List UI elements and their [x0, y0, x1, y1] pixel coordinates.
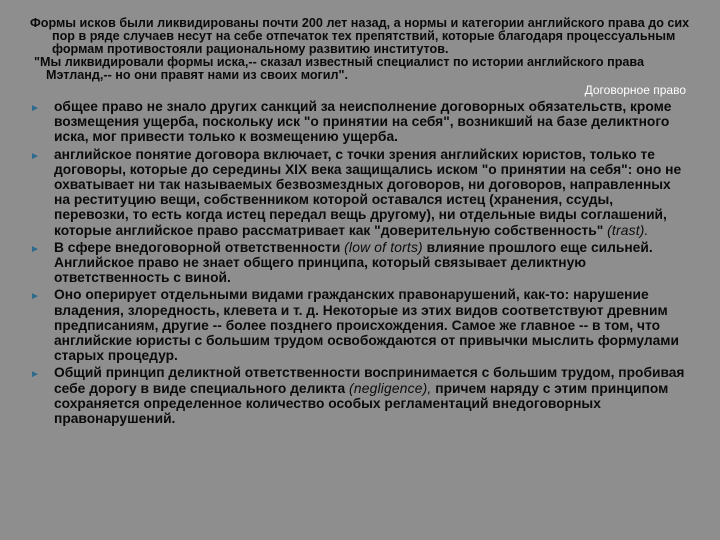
- triangle-bullet-icon: ►: [30, 291, 40, 303]
- triangle-bullet-icon: ►: [30, 243, 40, 255]
- point-text: Оно оперирует отдельными видами гражданских правонарушений, как-то: нарушение владения, злоредность, клевета и т. д. Некоторые из этих видов соответствуют древним предписаниям, другие -- более позднего происхождения. Самое же главное -- в том, что английские юристы с большим трудом освобождаются от привычки мыслить формулами старых процедур.: [54, 287, 679, 364]
- maitland-quote: "Мы ликвидировали формы иска,-- сказал известный специалист по истории английского права Мэтланд,-- но они правят нами из своих могил".: [34, 55, 644, 82]
- point-text-after: влияние прошлого еще сильней. Английское право не знает общего принципа, который связывает деликтную ответственность с виной.: [54, 239, 653, 286]
- list-item: [30, 365, 690, 426]
- list-item: [30, 240, 690, 286]
- triangle-bullet-icon: ►: [30, 369, 40, 381]
- triangle-bullet-icon: ►: [30, 103, 40, 114]
- latin-term: (low of torts): [344, 239, 423, 255]
- list-item: [30, 99, 690, 145]
- intro-paragraph: Формы исков были ликвидированы почти 200 лет назад, а нормы и категории английского права до сих пор в ряде случаев несут на себе отпечаток тех препятствий, которые благодаря процессуальным формам противостояли рациональному развитию институтов.: [30, 16, 690, 56]
- point-text: В сфере внедоговорной ответственности: [54, 239, 345, 255]
- list-item: [30, 287, 690, 363]
- point-text: общее право не знало других санкций за неисполнение договорных обязательств, кроме возмещения ущерба, поскольку иск "о принятии на себя", возникший на базе деликтного иска, мог привести только к возмещению ущерба.: [54, 99, 672, 145]
- section-title: Договорное право: [584, 83, 686, 97]
- point-text-after: причем наряду с этим принципом сохраняется определенное количество особых регламентаций внедоговорных правонарушений.: [54, 380, 669, 427]
- triangle-bullet-icon: ►: [30, 150, 40, 162]
- list-item: [30, 147, 690, 238]
- points-list: [30, 99, 690, 426]
- point-text: английское понятие договора включает, с точки зрения английских юристов, только те договоры, которые до середины XIX века защищались иском "о принятии на себя": оно не охватывает ни так называемых безвозмездных договоров, ни договоров, направленных на реституцию вещи, собственником которой оставался истец (хранения, ссуды, перевозки, то есть когда истец передал вещь другому), ни отдельные виды соглашений, которые английское право рассматривает как "доверительную собственность": [54, 146, 682, 238]
- latin-term: (trast).: [607, 222, 649, 238]
- latin-term: (negligence),: [349, 380, 432, 396]
- intro-block: [30, 17, 690, 82]
- point-text: Общий принцип деликтной ответственности воспринимается с большим трудом, пробивая себе дорогу в виде специального деликта: [54, 365, 685, 396]
